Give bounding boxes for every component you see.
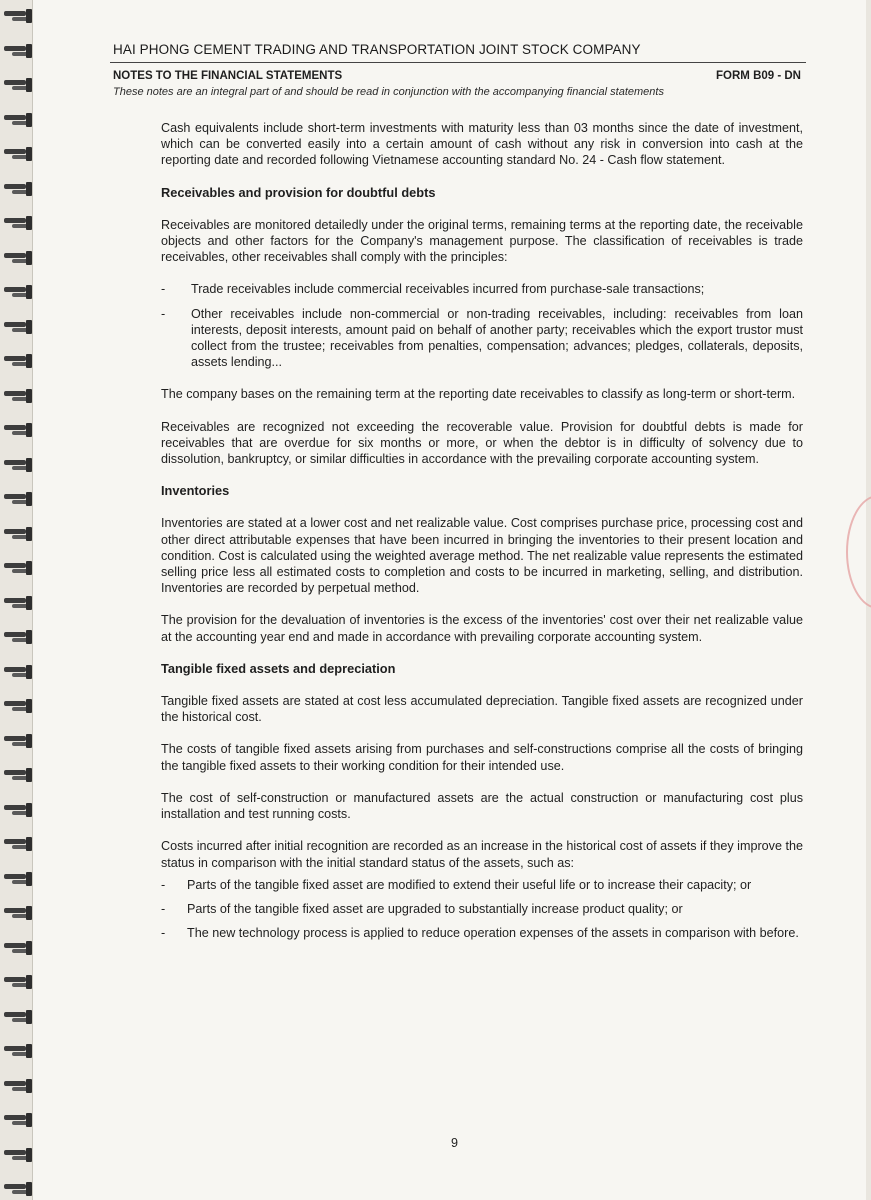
- document-body: [161, 120, 803, 949]
- binding-coil: [4, 940, 34, 956]
- binding-coil: [4, 457, 34, 473]
- tangible-fixed-assets-bullet-1: [161, 877, 803, 893]
- binding-coil: [4, 629, 34, 645]
- binding-coil: [4, 112, 34, 128]
- binding-coil: [4, 698, 34, 714]
- binding-coil: [4, 802, 34, 818]
- binding-coil: [4, 871, 34, 887]
- binding-coil: [4, 146, 34, 162]
- receivables-heading: Receivables and provision for doubtful debts: [161, 184, 436, 200]
- tangible-fixed-assets-paragraph-1: Tangible fixed assets are stated at cost less accumulated depreciation. Tangible fixed assets are recognized under the historical cost.: [161, 694, 803, 725]
- bullet-dash: -: [161, 926, 166, 941]
- binding-coil: [4, 422, 34, 438]
- bullet-dash: -: [161, 901, 166, 916]
- inventories-paragraph-2: The provision for the devaluation of inventories is the excess of the inventories' cost over their net realizable value at the accounting year end and made in accordance with prevailing corporate accounting system.: [161, 613, 803, 644]
- binding-coil: [4, 664, 34, 680]
- binding-coil: [4, 250, 34, 266]
- tangible-fixed-assets-paragraph-2: The costs of tangible fixed assets arising from purchases and self-constructions comprise all the costs of bringing the tangible fixed assets to their working condition for their intended use.: [161, 742, 803, 773]
- tangible-fixed-assets-heading: Tangible fixed assets and depreciation: [161, 660, 396, 676]
- binding-coil: [4, 1043, 34, 1059]
- binding-coil: [4, 1078, 34, 1094]
- binding-coil: [4, 733, 34, 749]
- bullet-text: Other receivables include non-commercial or non-trading receivables, including: receivables from loan interests, deposit interests, amount paid on behalf of another party; receivables which the export trustor must collect from the trustee; receivables from penalties, compensation; advances; pledges, collaterals, deposits, assets lending...: [191, 306, 803, 370]
- binding-coil: [4, 8, 34, 24]
- binding-coil: [4, 560, 34, 576]
- binding-coil: [4, 595, 34, 611]
- binding-coil: [4, 905, 34, 921]
- receivables-paragraph-1: Receivables are monitored detailedly under the original terms, remaining terms at the reporting date, the receivable objects and other factors for the Company's management purpose. The classification of receivables is trade receivables, other receivables shall comply with the principles:: [161, 217, 803, 265]
- bullet-dash: -: [161, 877, 166, 892]
- binding-coil: [4, 836, 34, 852]
- binding-coil: [4, 43, 34, 59]
- binding-coil: [4, 974, 34, 990]
- header-rule: [110, 62, 806, 63]
- binding-coil: [4, 353, 34, 369]
- form-number: FORM B09 - DN: [716, 70, 801, 82]
- company-name: HAI PHONG CEMENT TRADING AND TRANSPORTATION JOINT STOCK COMPANY: [113, 42, 641, 57]
- binding-coil: [4, 1147, 34, 1163]
- header-subtitle: These notes are an integral part of and should be read in conjunction with the accompanying financial statements: [113, 86, 664, 98]
- binding-coil: [4, 284, 34, 300]
- binding-coil: [4, 1112, 34, 1128]
- receivables-bullet-1: [161, 281, 803, 297]
- tangible-fixed-assets-paragraph-3: The cost of self-construction or manufactured assets are the actual construction or manufacturing cost plus installation and test running costs.: [161, 790, 803, 822]
- tangible-fixed-assets-bullet-3: [161, 925, 803, 941]
- binding-coil: [4, 491, 34, 507]
- binding-coil: [4, 181, 34, 197]
- bullet-text: Trade receivables include commercial receivables incurred from purchase-sale transactions;: [191, 282, 705, 297]
- binding-coil: [4, 319, 34, 335]
- binding-coil: [4, 1181, 34, 1197]
- bullet-text: Parts of the tangible fixed asset are modified to extend their useful life or to increase their capacity; or: [187, 877, 752, 892]
- receivables-bullet-2: [161, 306, 803, 371]
- binding-coil: [4, 767, 34, 783]
- binding-coil: [4, 215, 34, 231]
- binding-coil: [4, 388, 34, 404]
- bullet-text: The new technology process is applied to reduce operation expenses of the assets in comparison with before.: [187, 926, 799, 941]
- bullet-dash: -: [161, 306, 166, 321]
- page-number: 9: [451, 1136, 459, 1150]
- binding-coil: [4, 526, 34, 542]
- bullet-dash: -: [161, 282, 166, 297]
- tangible-fixed-assets-bullet-2: [161, 901, 803, 917]
- binding-coil: [4, 1009, 34, 1025]
- cash-equivalents-paragraph: Cash equivalents include short-term investments with maturity less than 03 months since the date of investment, which can be converted easily into a certain amount of cash without any risk in conversion into cash at the reporting date and recorded following Vietnamese accounting standard No. 24 - Cash flow statement.: [161, 121, 803, 168]
- tangible-fixed-assets-paragraph-4: Costs incurred after initial recognition are recorded as an increase in the historical cost of assets if they improve the status in comparison with the initial standard status of the assets, such as:: [161, 839, 803, 870]
- notes-title: NOTES TO THE FINANCIAL STATEMENTS: [113, 70, 343, 82]
- binding-coil: [4, 77, 34, 93]
- inventories-paragraph-1: Inventories are stated at a lower cost and net realizable value. Cost comprises purchase price, processing cost and other direct attributable expenses that have been incurred in bringing the inventories to their present location and condition. Cost is calculated using the weighted average method. The net realizable value represents the estimated selling price less all estimated costs to completion and costs to be incurred in marketing, selling, and distribution. Inventories are recorded by perpetual method.: [161, 516, 803, 596]
- inventories-heading: Inventories: [161, 483, 230, 499]
- receivables-paragraph-2: The company bases on the remaining term at the reporting date receivables to classify as long-term or short-term.: [161, 387, 796, 402]
- bullet-text: Parts of the tangible fixed asset are upgraded to substantially increase product quality; or: [187, 901, 683, 916]
- receivables-paragraph-3: Receivables are recognized not exceeding the recoverable value. Provision for doubtful debts is made for receivables that are overdue for six months or more, or when the debtor is in difficulty of solvency due to dissolution, bankruptcy, or similar difficulties in accordance with the prevailing corporate accounting system.: [161, 419, 803, 467]
